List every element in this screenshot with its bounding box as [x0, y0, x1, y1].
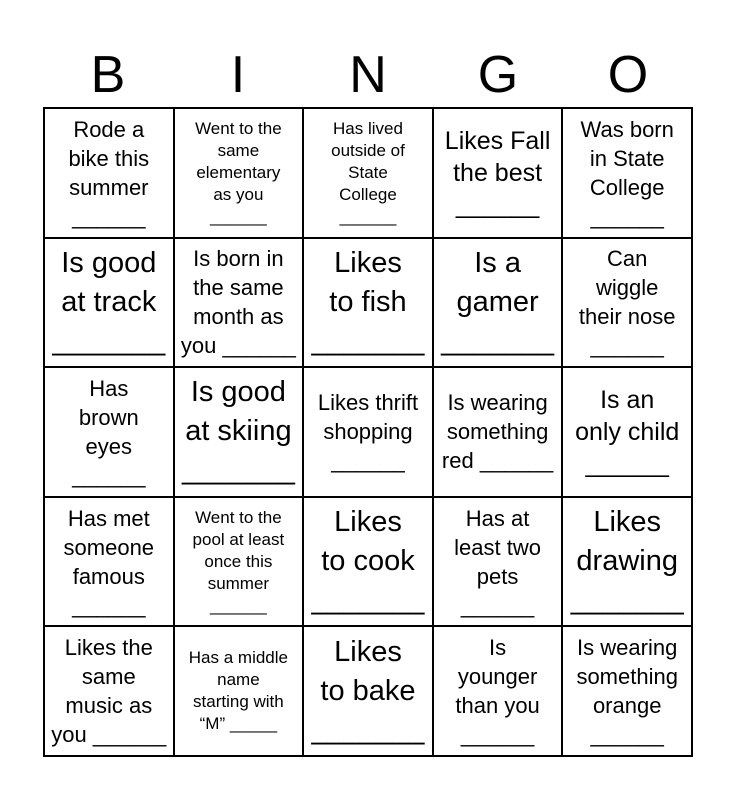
bingo-cell[interactable]	[174, 497, 304, 627]
header-letter-n: N	[349, 46, 387, 104]
bingo-header	[43, 42, 693, 108]
cell-text: Has lived outside of State College ______	[331, 118, 405, 226]
bingo-cell[interactable]	[433, 238, 563, 368]
bingo-cell[interactable]	[562, 497, 692, 627]
cell-text: Likes Fall the best ______	[444, 126, 551, 219]
cell-text: Likes to fish _______	[311, 246, 425, 357]
header-letter-o: O	[607, 46, 649, 104]
bingo-cell[interactable]	[433, 367, 563, 497]
bingo-cell[interactable]	[44, 108, 174, 238]
cell-text: Went to the pool at least once this summer ______	[192, 507, 285, 615]
header-letter-b: B	[90, 46, 126, 104]
bingo-cell[interactable]	[562, 238, 692, 368]
cell-text: Can wiggle their nose ______	[578, 246, 676, 359]
bingo-cell[interactable]	[433, 108, 563, 238]
cell-text: Is a gamer _______	[441, 246, 555, 357]
bingo-cell[interactable]	[174, 367, 304, 497]
bingo-cell[interactable]	[174, 626, 304, 756]
cell-text: Was born in State College ______	[580, 116, 674, 229]
bingo-cell[interactable]	[562, 367, 692, 497]
bingo-cell[interactable]	[44, 626, 174, 756]
cell-text: Is wearing something orange ______	[576, 635, 678, 748]
header-letter-g: G	[477, 46, 519, 104]
bingo-cell[interactable]	[562, 626, 692, 756]
cell-text: Went to the same elementary as you ______	[195, 118, 282, 226]
cell-text: Likes the same music as you ______	[51, 635, 167, 748]
cell-text: Likes thrift shopping ______	[317, 390, 419, 474]
cell-text: Is younger than you ______	[455, 635, 540, 748]
bingo-cell[interactable]	[303, 238, 433, 368]
cell-text: Likes drawing _______	[570, 506, 684, 617]
bingo-cell[interactable]	[44, 367, 174, 497]
bingo-cell[interactable]	[174, 238, 304, 368]
bingo-cell[interactable]	[303, 108, 433, 238]
cell-text: Rode a bike this summer ______	[68, 116, 150, 229]
bingo-cell[interactable]	[303, 626, 433, 756]
header-letter-i: I	[230, 46, 246, 104]
cell-text: Has met someone famous ______	[63, 505, 155, 618]
bingo-cell[interactable]	[44, 238, 174, 368]
bingo-cell[interactable]	[303, 497, 433, 627]
cell-text: Likes to bake _______	[311, 635, 425, 746]
bingo-cell[interactable]	[303, 367, 433, 497]
cell-text: Is born in the same month as you ______	[180, 246, 296, 359]
bingo-cell[interactable]	[433, 626, 563, 756]
cell-text: Has brown eyes ______	[72, 375, 146, 488]
cell-text: Is good at track _______	[52, 246, 166, 357]
cell-text: Has a middle name starting with “M” _____	[188, 648, 288, 734]
cell-text: Is an only child ______	[575, 385, 680, 478]
bingo-cell[interactable]	[174, 108, 304, 238]
cell-text: Is good at skiing _______	[181, 376, 295, 487]
cell-text: Likes to cook _______	[311, 506, 425, 617]
bingo-cell[interactable]	[562, 108, 692, 238]
cell-text: Is wearing something red ______	[441, 390, 554, 474]
bingo-grid	[43, 107, 693, 757]
bingo-cell[interactable]	[433, 497, 563, 627]
bingo-cell[interactable]	[44, 497, 174, 627]
cell-text: Has at least two pets ______	[454, 505, 541, 618]
